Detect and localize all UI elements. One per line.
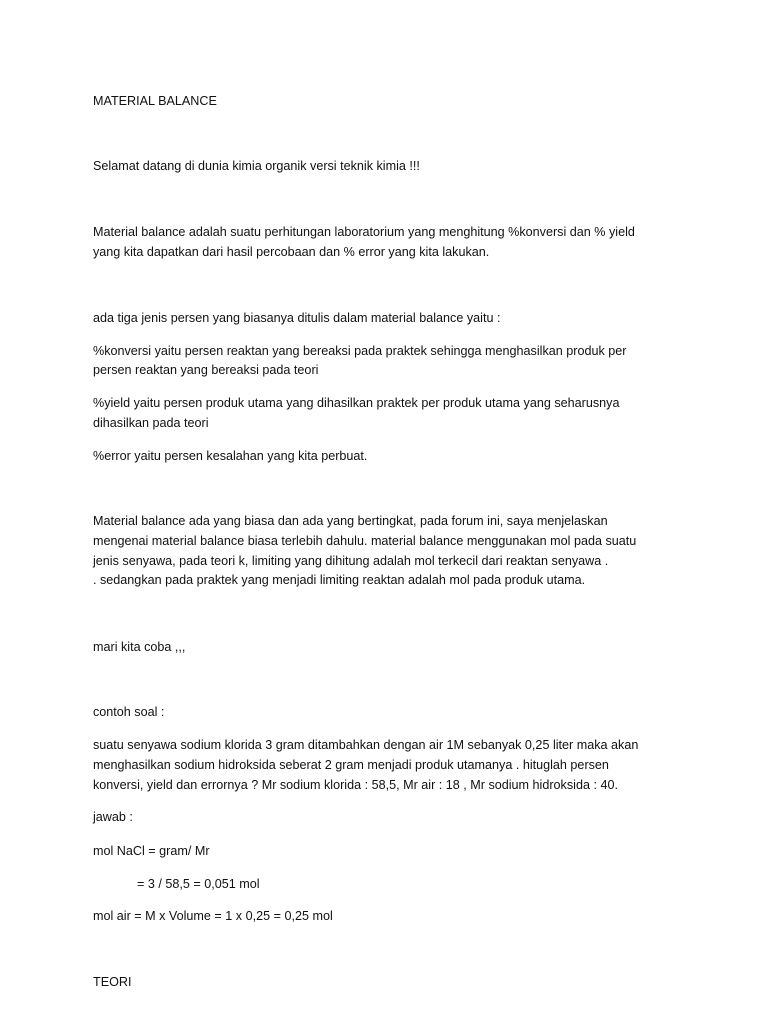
example-label: contoh soal : — [93, 705, 165, 719]
explanation-line-4: . sedangkan pada praktek yang menjadi limiting reaktan adalah mol pada produk utama. — [93, 573, 586, 587]
problem-line-1: suatu senyawa sodium klorida 3 gram ditambahkan dengan air 1M sebanyak 0,25 liter maka akan — [93, 738, 639, 752]
definition-line-1: Material balance adalah suatu perhitungan laboratorium yang menghitung %konversi dan % yield — [93, 225, 635, 239]
theory-heading: TEORI — [93, 975, 132, 989]
mol-air-calculation: mol air = M x Volume = 1 x 0,25 = 0,25 mol — [93, 909, 333, 923]
explanation-line-2: mengenai material balance biasa terlebih dahulu. material balance menggunakan mol pada suatu — [93, 534, 637, 548]
explanation-line-3: jenis senyawa, pada teori k, limiting yang dihitung adalah mol terkecil dari reaktan senyawa . — [93, 554, 609, 568]
problem-line-2: menghasilkan sodium hidroksida seberat 2 gram menjadi produk utamanya . hituglah persen — [93, 758, 609, 772]
explanation-line-1: Material balance ada yang biasa dan ada yang bertingkat, pada forum ini, saya menjelaskan — [93, 514, 608, 528]
error-definition: %error yaitu persen kesalahan yang kita perbuat. — [93, 449, 368, 463]
try-it-text: mari kita coba ,,, — [93, 640, 186, 654]
konversi-line-2: persen reaktan yang bereaksi pada teori — [93, 363, 319, 377]
welcome-text: Selamat datang di dunia kimia organik versi teknik kimia !!! — [93, 159, 420, 173]
types-intro: ada tiga jenis persen yang biasanya ditulis dalam material balance yaitu : — [93, 311, 501, 325]
document-title: MATERIAL BALANCE — [93, 94, 217, 108]
yield-line-2: dihasilkan pada teori — [93, 416, 209, 430]
definition-line-2: yang kita dapatkan dari hasil percobaan dan % error yang kita lakukan. — [93, 245, 490, 259]
yield-line-1: %yield yaitu persen produk utama yang dihasilkan praktek per produk utama yang seharusnya — [93, 396, 620, 410]
problem-line-3: konversi, yield dan errornya ? Mr sodium klorida : 58,5, Mr air : 18 , Mr sodium hidroksida : 40. — [93, 778, 618, 792]
answer-label: jawab : — [93, 810, 133, 824]
konversi-line-1: %konversi yaitu persen reaktan yang bereaksi pada praktek sehingga menghasilkan produk per — [93, 344, 627, 358]
mol-nacl-formula: mol NaCl = gram/ Mr — [93, 844, 210, 858]
mol-nacl-result: = 3 / 58,5 = 0,051 mol — [137, 877, 260, 891]
